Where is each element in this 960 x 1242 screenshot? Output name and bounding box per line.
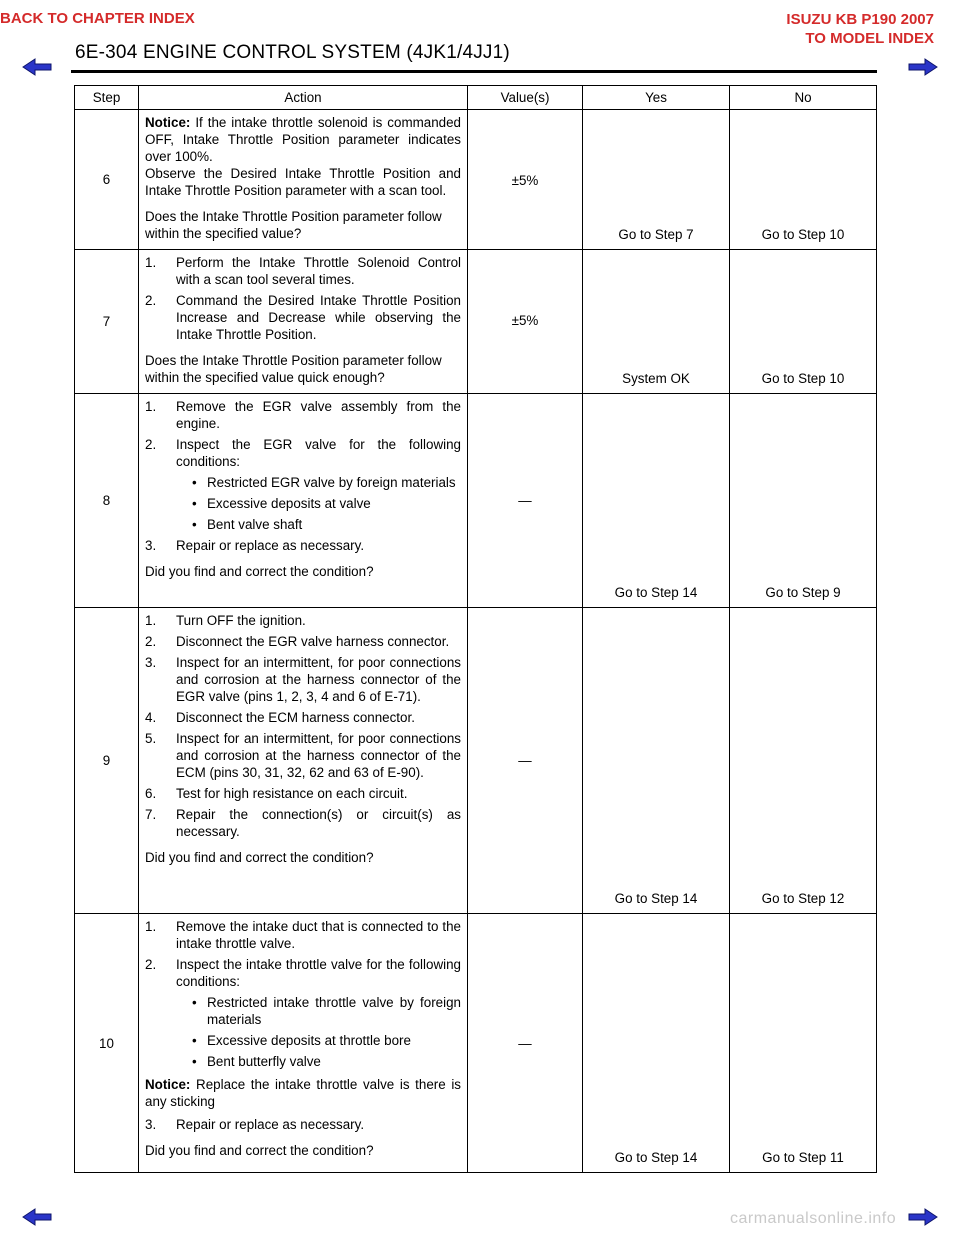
table-row	[75, 914, 877, 1173]
no-link[interactable]: Go to Step 9	[765, 585, 841, 600]
list-item: 2. Inspect the EGR valve for the following conditions:	[145, 437, 461, 469]
header-values: Value(s)	[468, 86, 583, 110]
table-row	[75, 608, 877, 914]
model-name: ISUZU KB P190 2007	[786, 11, 934, 28]
notice	[145, 114, 461, 165]
list-item: 1. Turn OFF the ignition.	[145, 613, 306, 628]
no-cell	[730, 608, 877, 914]
step-number: 8	[75, 394, 139, 608]
step-number: 7	[75, 250, 139, 394]
question-text: Does the Intake Throttle Position parameter follow within the specified value quick enough?	[145, 353, 442, 385]
bullet-item: • Restricted EGR valve by foreign materials	[192, 475, 456, 490]
action-cell	[139, 250, 468, 394]
bullet-item: • Bent valve shaft	[192, 517, 303, 532]
footer-previous-arrow-icon[interactable]	[22, 1208, 52, 1226]
to-model-index-link[interactable]: TO MODEL INDEX	[805, 30, 934, 47]
list-item: 2. Command the Desired Intake Throttle Position Increase and Decrease while observing the Intake Throttle Position.	[145, 293, 461, 342]
yes-cell	[583, 110, 730, 250]
table-row	[75, 394, 877, 608]
yes-link[interactable]: System OK	[622, 371, 690, 386]
table-row	[75, 110, 877, 250]
yes-cell	[583, 608, 730, 914]
yes-link[interactable]: Go to Step 14	[614, 1150, 698, 1165]
list-item: 6. Test for high resistance on each circuit.	[145, 786, 408, 801]
list-item: 2. Inspect the intake throttle valve for the following conditions:	[145, 957, 461, 989]
no-link[interactable]: Go to Step 10	[761, 371, 845, 386]
no-link[interactable]: Go to Step 10	[761, 227, 845, 242]
step-number: 9	[75, 608, 139, 914]
value-text: ±5%	[511, 313, 539, 328]
value-cell	[468, 914, 583, 1173]
bullet-item: • Bent butterfly valve	[192, 1054, 321, 1069]
footer-next-arrow-icon[interactable]	[908, 1208, 938, 1226]
yes-cell	[583, 250, 730, 394]
value-cell	[468, 110, 583, 250]
notice-label: Notice:	[145, 115, 191, 130]
bullet-item: • Excessive deposits at throttle bore	[192, 1033, 411, 1048]
action-cell	[139, 914, 468, 1173]
question-text: Did you find and correct the condition?	[145, 564, 374, 579]
list-item: 3. Repair or replace as necessary.	[145, 538, 365, 553]
question-text: Did you find and correct the condition?	[145, 850, 374, 865]
value-text: —	[518, 493, 532, 508]
header-no: No	[730, 86, 877, 110]
header-step: Step	[75, 86, 139, 110]
list-item: 5. Inspect for an intermittent, for poor connections and corrosion at the harness connector of the ECM (pins 30, 31, 32, 62 and 63 of E-90).	[145, 731, 461, 780]
step-number: 10	[75, 914, 139, 1173]
no-cell	[730, 250, 877, 394]
list-item: 2. Disconnect the EGR valve harness connector.	[145, 634, 450, 649]
list-item: 3. Inspect for an intermittent, for poor connections and corrosion at the harness connector of the EGR valve (pins 1, 2, 3, 4 and 6 of E-71).	[145, 655, 461, 704]
header-yes: Yes	[583, 86, 730, 110]
value-cell	[468, 250, 583, 394]
list-item: 4. Disconnect the ECM harness connector.	[145, 710, 415, 725]
header-action: Action	[139, 86, 468, 110]
table-header-row	[75, 86, 877, 110]
no-cell	[730, 914, 877, 1173]
list-item: 3. Repair or replace as necessary.	[145, 1117, 365, 1132]
notice	[145, 1076, 461, 1110]
no-cell	[730, 394, 877, 608]
yes-cell	[583, 914, 730, 1173]
list-item: 1. Remove the EGR valve assembly from the engine.	[145, 399, 461, 431]
yes-link[interactable]: Go to Step 14	[614, 585, 698, 600]
list-item: 1. Perform the Intake Throttle Solenoid Control with a scan tool several times.	[145, 255, 461, 287]
footer-watermark: carmanualsonline.info	[730, 1210, 897, 1227]
previous-page-arrow-icon[interactable]	[22, 58, 52, 76]
notice-label: Notice:	[145, 1077, 191, 1092]
action-cell	[139, 394, 468, 608]
yes-link[interactable]: Go to Step 14	[614, 891, 698, 906]
list-item: 1. Remove the intake duct that is connected to the intake throttle valve.	[145, 919, 461, 951]
diagnostic-table	[74, 85, 877, 1173]
back-to-chapter-link[interactable]: BACK TO CHAPTER INDEX	[0, 10, 195, 27]
value-cell	[468, 394, 583, 608]
no-cell	[730, 110, 877, 250]
value-text: ±5%	[511, 173, 539, 188]
action-text: Observe the Desired Intake Throttle Position and Intake Throttle Position parameter with a scan tool.	[145, 166, 461, 198]
notice-text: Replace the intake throttle valve is there is any sticking	[145, 1077, 461, 1109]
brand-header	[786, 10, 934, 48]
action-cell	[139, 608, 468, 914]
page-title: 6E-304 ENGINE CONTROL SYSTEM (4JK1/4JJ1)	[75, 42, 510, 63]
question-text: Does the Intake Throttle Position parameter follow within the specified value?	[145, 209, 442, 241]
yes-link[interactable]: Go to Step 7	[618, 227, 694, 242]
value-cell	[468, 608, 583, 914]
question-text: Did you find and correct the condition?	[145, 1143, 374, 1158]
no-link[interactable]: Go to Step 11	[762, 1150, 844, 1165]
notice-text: If the intake throttle solenoid is commanded OFF, Intake Throttle Position parameter indicates over 100%.	[145, 115, 461, 164]
title-rule	[71, 70, 877, 73]
table-row	[75, 250, 877, 394]
action-cell	[139, 110, 468, 250]
value-text: —	[518, 753, 532, 768]
bullet-item: • Excessive deposits at valve	[192, 496, 371, 511]
bullet-item: • Restricted intake throttle valve by foreign materials	[192, 995, 461, 1027]
value-text: —	[518, 1035, 532, 1051]
yes-cell	[583, 394, 730, 608]
list-item: 7. Repair the connection(s) or circuit(s) as necessary.	[145, 807, 461, 839]
next-page-arrow-icon[interactable]	[908, 58, 938, 76]
step-number: 6	[75, 110, 139, 250]
no-link[interactable]: Go to Step 12	[761, 891, 845, 906]
